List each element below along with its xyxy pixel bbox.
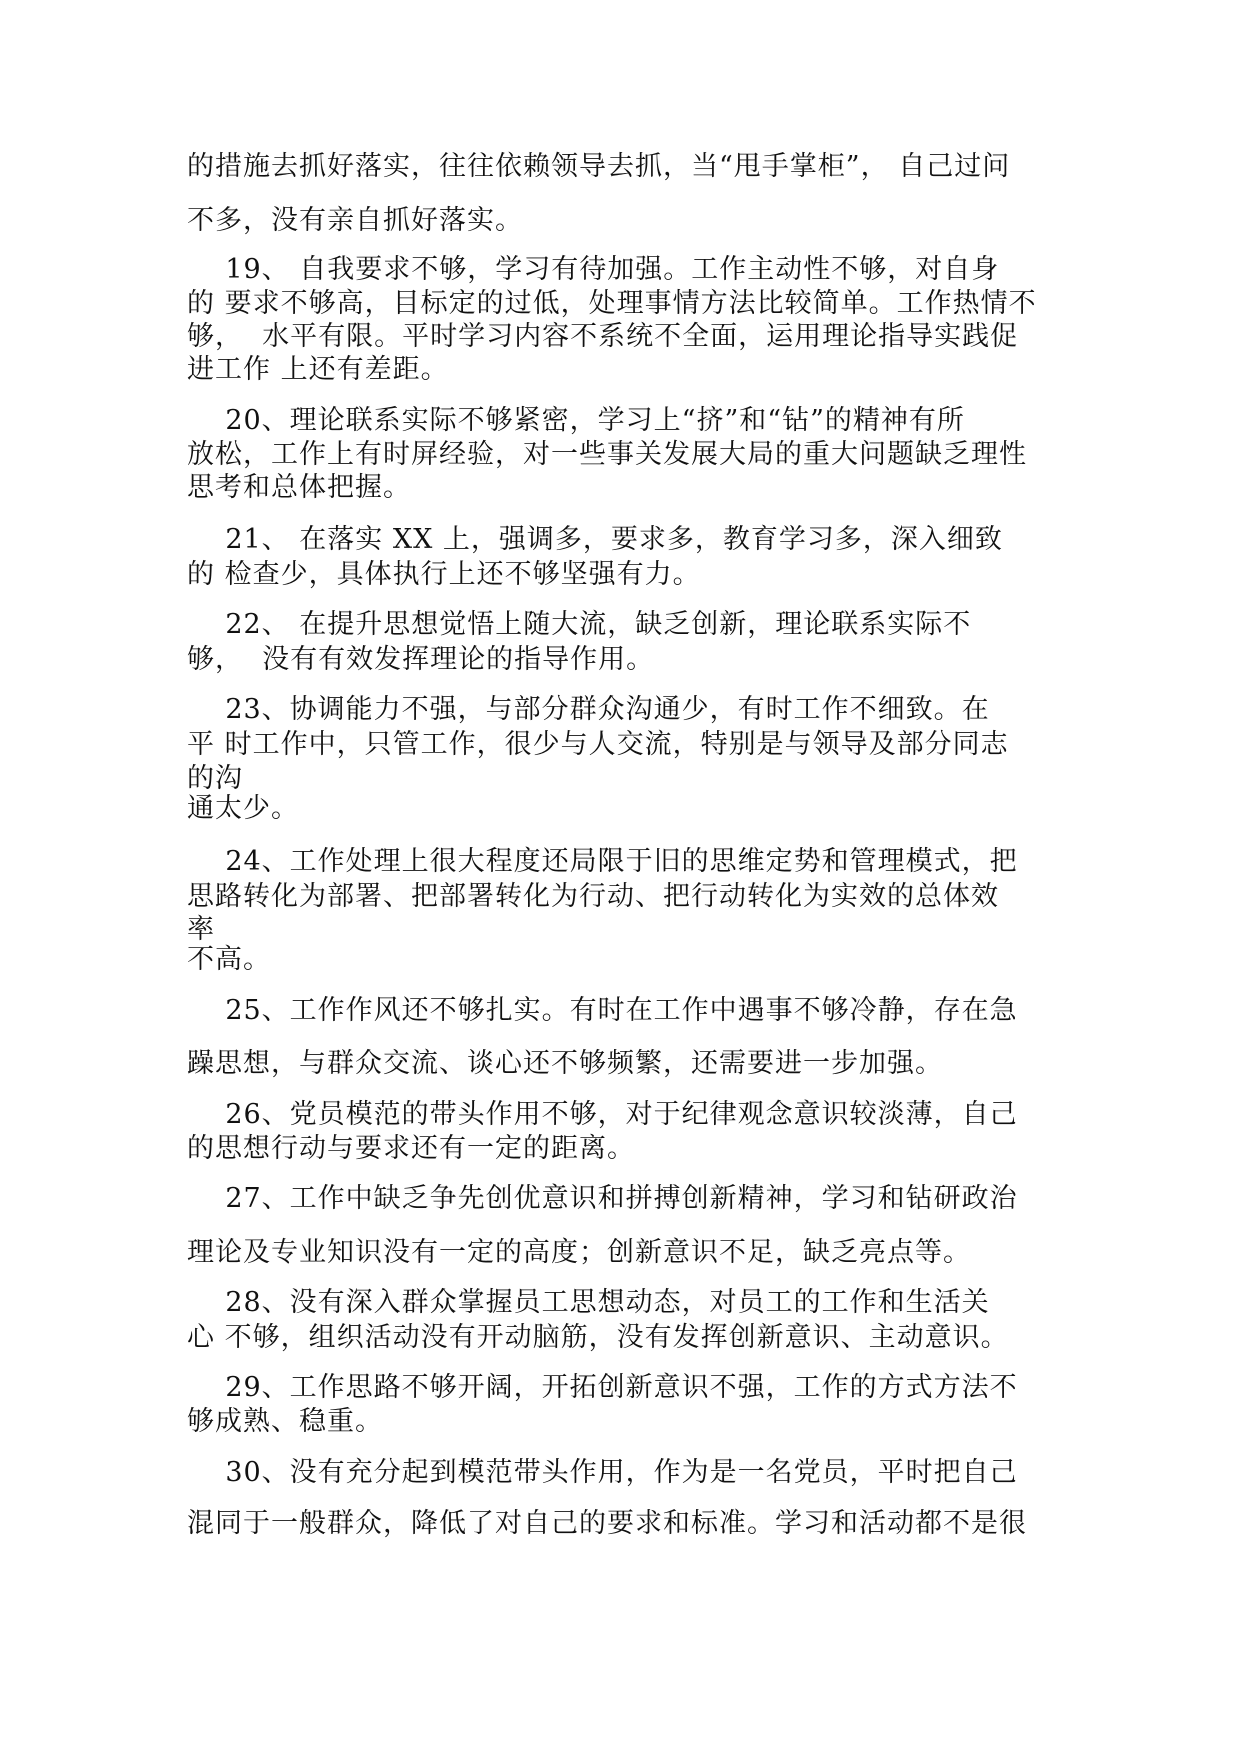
text-line: 21、 在落实 XX 上，强调多，要求多，教育学习多，深入细致 xyxy=(187,524,1003,555)
text-line: 27、工作中缺乏争先创优意识和拼搏创新精神，学习和钻研政治 xyxy=(187,1183,1018,1214)
text-line: 20、理论联系实际不够紧密，学习上“挤”和“钻”的精神有所 xyxy=(187,405,965,436)
text-line: 22、 在提升思想觉悟上随大流，缺乏创新，理论联系实际不 xyxy=(187,609,972,640)
text-line: 的 检查少，具体执行上还不够坚强有力。 xyxy=(187,559,701,590)
text-line: 25、工作作风还不够扎实。有时在工作中遇事不够冷静，存在急 xyxy=(187,995,1018,1026)
text-line: 的措施去抓好落实，往往依赖领导去抓，当“甩手掌柜”， 自己过问 xyxy=(187,151,1011,182)
text-line: 23、协调能力不强，与部分群众沟通少，有时工作不细致。在 xyxy=(187,694,990,725)
text-line: 19、 自我要求不够，学习有待加强。工作主动性不够，对自身 xyxy=(187,254,1000,285)
text-line: 进工作 上还有差距。 xyxy=(187,354,449,385)
text-line: 28、没有深入群众掌握员工思想动态，对员工的工作和生活关 xyxy=(187,1287,990,1318)
text-line: 躁思想，与群众交流、谈心还不够频繁，还需要进一步加强。 xyxy=(187,1048,943,1079)
text-line: 够， 水平有限。平时学习内容不系统不全面，运用理论指导实践促 xyxy=(187,321,1019,352)
text-line: 平 时工作中，只管工作，很少与人交流，特别是与领导及部分同志 xyxy=(187,729,1009,760)
text-line: 24、工作处理上很大程度还局限于旧的思维定势和管理模式，把 xyxy=(187,846,1018,877)
text-line: 的 要求不够高，目标定的过低，处理事情方法比较简单。工作热情不 xyxy=(187,288,1037,319)
text-line: 够成熟、稳重。 xyxy=(187,1406,383,1437)
text-line: 26、党员模范的带头作用不够，对于纪律观念意识较淡薄，自己 xyxy=(187,1099,1018,1130)
text-line: 29、工作思路不够开阔，开拓创新意识不强，工作的方式方法不 xyxy=(187,1372,1018,1403)
text-line: 的思想行动与要求还有一定的距离。 xyxy=(187,1133,635,1164)
text-line: 30、没有充分起到模范带头作用，作为是一名党员，平时把自己 xyxy=(187,1457,1018,1488)
text-line: 够， 没有有效发挥理论的指导作用。 xyxy=(187,644,655,675)
text-line: 混同于一般群众，降低了对自己的要求和标准。学习和活动都不是很 xyxy=(187,1508,1027,1539)
text-line: 思路转化为部署、把部署转化为行动、把行动转化为实效的总体效 xyxy=(187,881,999,912)
text-line: 理论及专业知识没有一定的高度；创新意识不足，缺乏亮点等。 xyxy=(187,1237,971,1268)
text-line: 通太少。 xyxy=(187,793,299,824)
text-line: 的沟 xyxy=(187,763,243,794)
text-line: 心 不够，组织活动没有开动脑筋，没有发挥创新意识、主动意识。 xyxy=(187,1322,1009,1353)
text-line: 不高。 xyxy=(187,944,271,975)
text-line: 率 xyxy=(187,914,215,945)
text-line: 不多，没有亲自抓好落实。 xyxy=(187,205,523,236)
text-line: 思考和总体把握。 xyxy=(187,472,411,503)
text-line: 放松，工作上有时屏经验，对一些事关发展大局的重大问题缺乏理性 xyxy=(187,439,1027,470)
